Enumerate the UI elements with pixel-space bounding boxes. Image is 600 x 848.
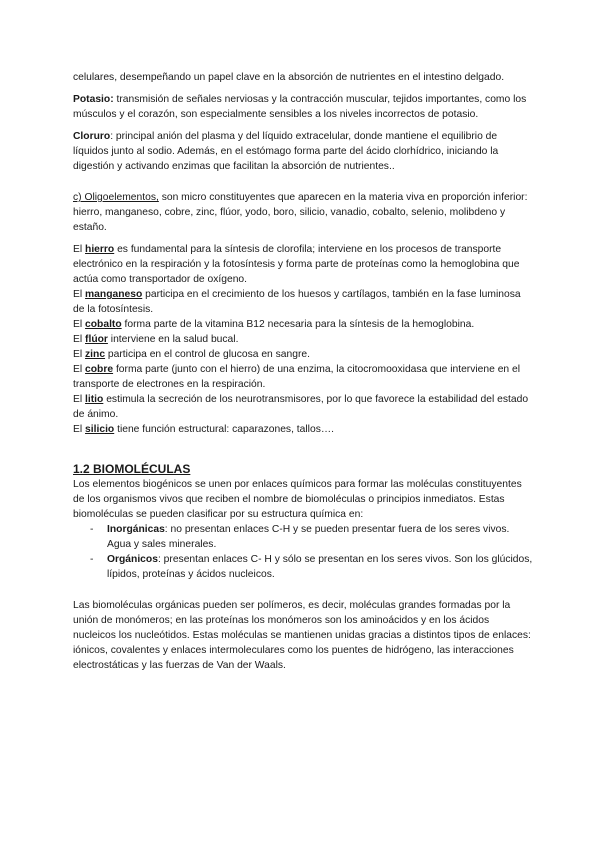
list-item-term: Orgánicos	[107, 554, 158, 565]
element-term: silicio	[85, 424, 115, 435]
bullet-dash: -	[90, 524, 94, 535]
element-text: interviene en la salud bucal.	[107, 334, 239, 345]
element-term: cobre	[85, 364, 114, 375]
element-text: participa en el crecimiento de los huesos y cartílagos, también en la fase luminosa de la fotosíntesis.	[73, 289, 521, 315]
element-litio	[73, 392, 533, 422]
element-list	[73, 242, 533, 437]
potasio-text: transmisión de señales nerviosas y la contracción muscular, tejidos importantes, como los músculos y el corazón, son especialmente sensibles a los niveles incorrectos de potasio.	[73, 94, 527, 120]
closing-paragraph: Las biomoléculas orgánicas pueden ser polímeros, es decir, moléculas grandes formadas por la unión de monómeros; en las proteínas los monómeros son los aminoácidos y en los ácidos nucleicos los nucleótidos. Estas moléculas se mantienen unidas gracias a distintos tipos de enlaces: iónicos, covalentes y enlaces intermoleculares como los puentes de hidrógeno, las interacciones electrostáticas y las fuerzas de Van der Waals.	[73, 600, 531, 671]
potasio-paragraph	[73, 92, 533, 122]
section-heading: 1.2 BIOMOLÉCULAS	[73, 462, 191, 476]
list-item-organicos	[73, 552, 533, 582]
section-intro: Los elementos biogénicos se unen por enlaces químicos para formar las moléculas constituyentes de los organismos vivos que reciben el nombre de biomoléculas o principios inmediatos. Estas biomoléculas se pueden clasificar por su estructura química en:	[73, 479, 522, 520]
element-prefix: El	[73, 394, 86, 405]
element-text: estimula la secreción de los neurotransmisores, por lo que favorece la estabilidad del estado de ánimo.	[73, 394, 529, 420]
element-text: forma parte (junto con el hierro) de una enzima, la citocromooxidasa que interviene en el transporte de electrones en la respiración.	[73, 364, 521, 390]
oligoelementos-paragraph	[73, 190, 533, 235]
element-prefix: El	[73, 349, 86, 360]
element-term: cobalto	[85, 319, 122, 330]
element-cobalto	[73, 317, 533, 332]
intro-continuation: celulares, desempeñando un papel clave en la absorción de nutrientes en el intestino delgado.	[73, 72, 505, 83]
element-text: participa en el control de glucosa en sangre.	[105, 349, 310, 360]
cloruro-term: Cloruro	[73, 131, 111, 142]
classification-list	[73, 522, 533, 582]
element-cobre	[73, 362, 533, 392]
element-term: manganeso	[85, 289, 143, 300]
element-prefix: El	[73, 334, 86, 345]
oligoelementos-text: son micro constituyentes que aparecen en la materia viva en proporción inferior: hierro, manganeso, cobre, zinc, flúor, yodo, boro, silicio, vanadio, cobalto, selenio, molibdeno y estaño.	[73, 192, 528, 233]
potasio-term: Potasio:	[73, 94, 114, 105]
element-term: zinc	[85, 349, 106, 360]
element-term: hierro	[85, 244, 115, 255]
list-item-text: : presentan enlaces C- H y sólo se presentan en los seres vivos. Son los glúcidos, lípidos, proteínas y ácidos nucleicos.	[107, 554, 533, 580]
oligoelementos-term: c) Oligoelementos,	[73, 192, 159, 203]
element-text: tiene función estructural: caparazones, tallos….	[114, 424, 335, 435]
element-manganeso	[73, 287, 533, 317]
list-item-term: Inorgánicas	[107, 524, 165, 535]
bullet-dash: -	[90, 554, 94, 565]
cloruro-paragraph	[73, 129, 533, 174]
element-fluor	[73, 332, 533, 347]
element-prefix: El	[73, 289, 86, 300]
element-prefix: El	[73, 424, 86, 435]
cloruro-text: : principal anión del plasma y del líquido extracelular, donde mantiene el equilibrio de líquidos junto al sodio. Además, en el estómago forma parte del ácido clorhídrico, iniciando la digestión y activando enzimas que facilitan la absorción de nutrientes..	[73, 131, 499, 172]
element-prefix: El	[73, 319, 86, 330]
element-zinc	[73, 347, 533, 362]
list-item-text: : no presentan enlaces C-H y se pueden presentar fuera de los seres vivos. Agua y sales minerales.	[107, 524, 510, 550]
element-prefix: El	[73, 244, 86, 255]
document-page	[73, 70, 533, 673]
element-text: es fundamental para la síntesis de clorofila; interviene en los procesos de transporte electrónico en la respiración y la fotosíntesis y forma parte de proteínas como la hemoglobina que actúa como transportador de oxígeno.	[73, 244, 520, 285]
element-silicio	[73, 422, 533, 437]
list-item-inorganicas	[73, 522, 533, 552]
element-text: forma parte de la vitamina B12 necesaria para la síntesis de la hemoglobina.	[121, 319, 475, 330]
element-term: flúor	[85, 334, 108, 345]
element-prefix: El	[73, 364, 86, 375]
element-hierro	[73, 242, 533, 287]
element-term: litio	[85, 394, 104, 405]
